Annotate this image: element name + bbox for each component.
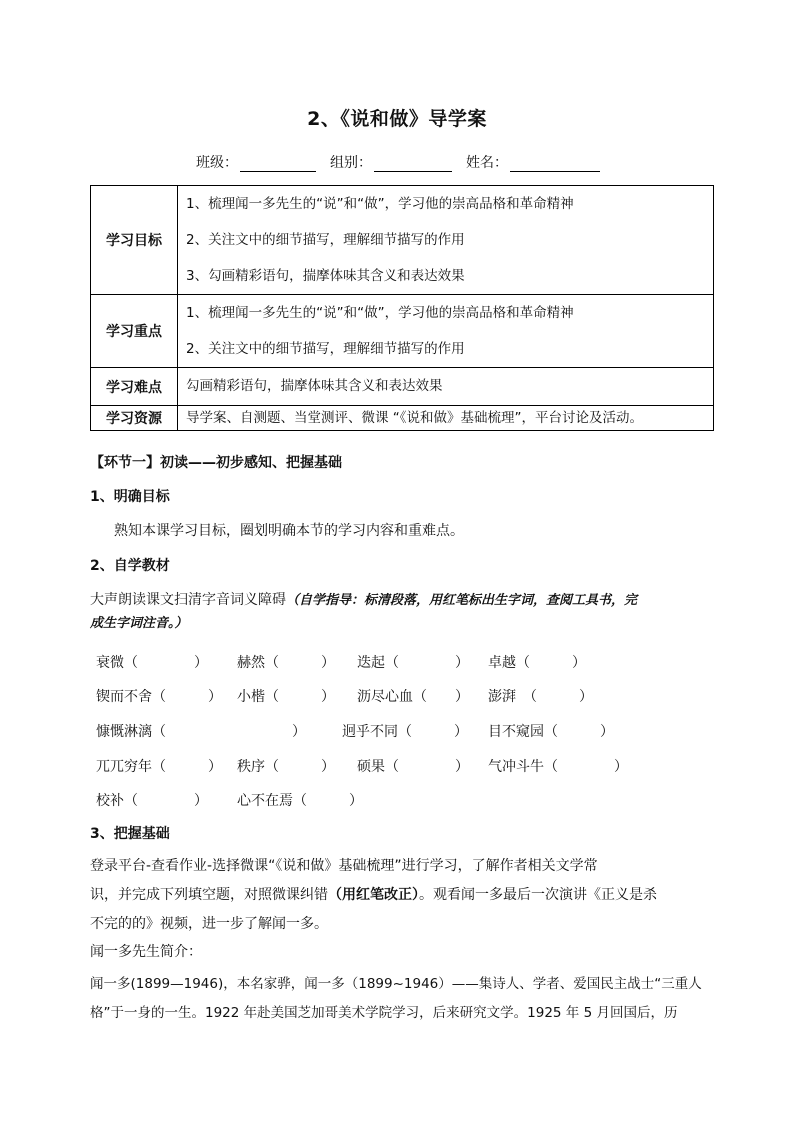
page-title: 2、《说和做》导学案 bbox=[307, 108, 487, 130]
resources-row bbox=[91, 406, 714, 431]
goal-item: 1、梳理闻一多先生的“说”和“做”，学习他的崇高品格和革命精神 bbox=[186, 196, 574, 212]
basics-line bbox=[90, 881, 710, 910]
difficulty-row bbox=[91, 368, 714, 406]
key-points-row bbox=[91, 295, 714, 368]
difficulty-label: 学习难点 bbox=[91, 368, 178, 406]
goals-row bbox=[91, 186, 714, 295]
difficulty-cell bbox=[178, 368, 714, 406]
class-field bbox=[196, 152, 316, 172]
bio-line: 闻一多(1899—1946)，本名家骅，闻一多（1899~1946）——集诗人、学者、爱国民主战士“三重人 bbox=[90, 976, 702, 992]
vocab-item[interactable]: 沥尽心血（ ） bbox=[357, 689, 469, 705]
subheading-textbook: 2、自学教材 bbox=[90, 558, 170, 574]
reading-instruction bbox=[90, 589, 637, 609]
goals-cell bbox=[178, 186, 714, 295]
bio-line: 格”于一身的一生。1922 年赴美国芝加哥美术学院学习，后来研究文学。1925 年 5 月回国后，历 bbox=[90, 1005, 678, 1021]
study-plan-table bbox=[90, 185, 714, 431]
vocab-item[interactable]: 心不在焉（ ） bbox=[237, 793, 363, 809]
vocab-item[interactable]: 硕果（ ） bbox=[357, 759, 469, 775]
basics-line-pre: 识，并完成下列填空题，对照微课纠错 bbox=[90, 887, 328, 903]
vocab-item[interactable]: 目不窥园（ ） bbox=[488, 724, 614, 740]
resources-cell bbox=[178, 406, 714, 431]
key-point-item: 2、关注文中的细节描写，理解细节描写的作用 bbox=[186, 341, 465, 357]
section-heading: 【环节一】初读——初步感知、把握基础 bbox=[90, 455, 342, 471]
vocab-item[interactable]: 慷慨淋漓（ ） bbox=[96, 724, 306, 740]
group-label: 组别： bbox=[330, 155, 372, 171]
difficulty-text: 勾画精彩语句，揣摩体味其含义和表达效果 bbox=[186, 378, 443, 394]
goal-item: 2、关注文中的细节描写，理解细节描写的作用 bbox=[186, 232, 465, 248]
vocab-item[interactable]: 气冲斗牛（ ） bbox=[488, 759, 628, 775]
goals-paragraph: 熟知本课学习目标，圈划明确本节的学习内容和重难点。 bbox=[114, 523, 464, 539]
bio-paragraph bbox=[90, 970, 710, 1028]
resources-text: 导学案、自测题、当堂测评、微课 “《说和做》基础梳理”，平台讨论及活动。 bbox=[186, 410, 644, 426]
self-study-hint: （自学指导：标清段落，用红笔标出生字词，查阅工具书，完 bbox=[286, 593, 638, 608]
group-blank[interactable] bbox=[374, 156, 452, 172]
group-field bbox=[330, 152, 452, 172]
basics-line: 不完的的》视频，进一步了解闻一多。 bbox=[90, 916, 328, 932]
vocab-item[interactable]: 迥乎不同（ ） bbox=[342, 724, 468, 740]
bio-title: 闻一多先生简介： bbox=[90, 944, 202, 960]
vocab-item[interactable]: 衰微（ ） bbox=[96, 655, 208, 671]
vocab-item[interactable]: 迭起（ ） bbox=[357, 655, 469, 671]
name-field bbox=[466, 152, 600, 172]
vocab-item[interactable]: 校补（ ） bbox=[96, 793, 208, 809]
reading-instruction-lead: 大声朗读课文扫清字音词义障碍 bbox=[90, 592, 286, 608]
key-point-item: 1、梳理闻一多先生的“说”和“做”，学习他的崇高品格和革命精神 bbox=[186, 305, 574, 321]
basics-paragraph bbox=[90, 852, 710, 939]
vocab-item[interactable]: 兀兀穷年（ ） bbox=[96, 759, 222, 775]
subheading-goals: 1、明确目标 bbox=[90, 489, 170, 505]
resources-label: 学习资源 bbox=[91, 406, 178, 431]
name-blank[interactable] bbox=[510, 156, 600, 172]
class-blank[interactable] bbox=[240, 156, 316, 172]
basics-line-post: 。观看闻一多最后一次演讲《正义是杀 bbox=[419, 887, 657, 903]
basics-line: 登录平台-查看作业-选择微课“《说和做》基础梳理”进行学习，了解作者相关文学常 bbox=[90, 858, 598, 874]
vocab-item[interactable]: 小楷（ ） bbox=[237, 689, 335, 705]
vocab-item[interactable]: 卓越（ ） bbox=[488, 655, 586, 671]
red-pen-note: （用红笔改正） bbox=[328, 887, 419, 903]
subheading-basics: 3、把握基础 bbox=[90, 826, 170, 842]
name-label: 姓名： bbox=[466, 155, 508, 171]
vocab-item[interactable]: 锲而不舍（ ） bbox=[96, 689, 222, 705]
vocab-item[interactable]: 澎湃 （ ） bbox=[488, 689, 593, 705]
student-info-row bbox=[196, 152, 614, 172]
class-label: 班级： bbox=[196, 155, 238, 171]
self-study-hint-continued: 成生字词注音。） bbox=[90, 616, 188, 631]
goals-label: 学习目标 bbox=[91, 186, 178, 295]
vocab-item[interactable]: 赫然（ ） bbox=[237, 655, 335, 671]
key-points-cell bbox=[178, 295, 714, 368]
vocab-item[interactable]: 秩序（ ） bbox=[237, 759, 335, 775]
goal-item: 3、勾画精彩语句，揣摩体味其含义和表达效果 bbox=[186, 268, 465, 284]
key-points-label: 学习重点 bbox=[91, 295, 178, 368]
